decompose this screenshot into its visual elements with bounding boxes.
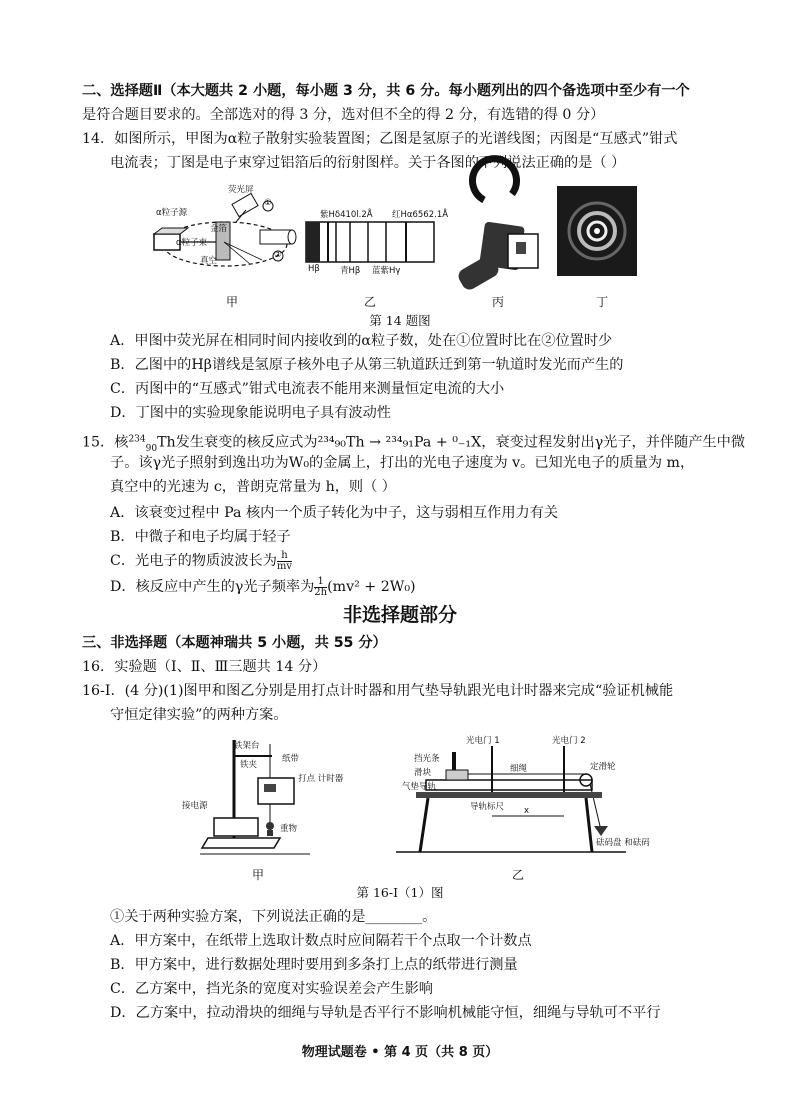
q16-1-line2: 守恒定律实验”的两种方案。 [110, 707, 288, 723]
q15-stem-c: ，衰变过程发射出γ光子，并伴随产生中微 [481, 434, 746, 451]
section2-heading-cont: 是符合题目要求的。全部选对的得 3 分，选对但不全的得 2 分，有选错的得 0 分） [82, 107, 605, 123]
q16-option-d: D．乙方案中，拉动滑块的细绳与导轨是否平行不影响机械能守恒，细绳与导轨可不平行 [110, 1005, 661, 1021]
fig14-jia-screen-label: 荧光屏 [228, 185, 254, 195]
frac-numerator: h [277, 551, 292, 562]
fig14-yi-red-label: 红Hα6562.1Å [392, 210, 449, 220]
fig14-bing-clamp-meter [454, 182, 544, 292]
fig16-yi-scale-label: 导轨标尺 [470, 802, 505, 812]
frac-numerator: 1 [314, 577, 327, 588]
fig16-jia-clamp-label: 铁夹 [240, 760, 258, 770]
q15-stem-a: 15．核 [82, 434, 129, 451]
fig14-jia-foil-label: 金箔 [210, 224, 228, 234]
q16-sub1: ①关于两种实验方案，下列说法正确的是________。 [110, 909, 437, 925]
q14-stem-line2: 电流表；丁图是电子束穿过铝箔后的衍射图样。关于各图的下列说法正确的是（ ） [110, 155, 626, 171]
fig16-label-yi: 乙 [512, 868, 525, 882]
q15-option-c-prefix: C．光电子的物质波波长为 [110, 553, 277, 569]
q15-option-c [110, 550, 760, 572]
q15-stem-b: Th发生衰变的核反应式为 [157, 434, 318, 451]
q15-reaction: ²³⁴₉₀Th → ²³⁴₉₁Pa + ⁰₋₁X [317, 434, 482, 451]
fig16-yi-pulley-label: 定滑轮 [590, 762, 616, 772]
fig16-label-jia: 甲 [252, 868, 265, 882]
q14-stem-line1: 14．如图所示，甲图为α粒子散射实验装置图；乙图是氢原子的光谱线图；丙图是“互感式”钳式 [82, 131, 678, 147]
q16-option-c: C．乙方案中，挡光条的宽度对实验误差会产生影响 [110, 981, 433, 997]
q16-heading: 16．实验题（Ⅰ、Ⅱ、Ⅲ三题共 14 分） [82, 659, 327, 675]
q16-option-b: B．甲方案中，进行数据处理时要用到多条打上点的纸带进行测量 [110, 957, 518, 973]
frac-denominator: 2h [314, 586, 328, 598]
fig16-jia-tape-label: 纸带 [282, 754, 300, 764]
q15-option-b: B．中微子和电子均属于轻子 [110, 529, 291, 545]
fig14-label-jia: 甲 [226, 295, 239, 309]
fig14-yi-purple-label: 紫Hδ410l.2Å [320, 210, 373, 220]
fig16-yi-hanger-label: 砝码盘 和砝码 [596, 838, 650, 848]
fig14-jia-beam-label: α粒子束 [176, 238, 208, 248]
fig14-label-ding: 丁 [596, 295, 609, 309]
q15-nuclide: $^{234}_{90}$ [128, 434, 158, 454]
fig16-yi-track-label: 气垫导轨 [402, 782, 437, 792]
part2-title: 非选择题部分 [342, 604, 457, 626]
frac-denominator: mv [276, 560, 293, 572]
section2-heading: 二、选择题Ⅱ（本大题共 2 小题，每小题 3 分，共 6 分。每小题列出的四个备选项中至少有一个 [82, 83, 690, 99]
q15-option-d-prefix: D．核反应中产生的γ光子频率为 [110, 579, 315, 595]
fig16-yi-x-label: x [524, 806, 530, 816]
q14-option-d: D．丁图中的实验现象能说明电子具有波动性 [110, 405, 391, 421]
fig16-jia-stand-label: 铁架台 [234, 741, 260, 751]
fig16-jia-weight-label: 重物 [280, 824, 298, 834]
fig16-yi-gate2-label: 光电门 2 [552, 736, 586, 746]
fig16-yi-rope-label: 细绳 [510, 764, 528, 774]
fig14-yi-hb-label: Hβ [308, 264, 320, 274]
q15-stem-line2: 子。该γ光子照射到逸出功为W₀的金属上，打出的光电子速度为 v。已知光电子的质量为 m， [110, 455, 695, 471]
fig14-jia-vacuum-label: 真空 [200, 256, 218, 266]
fig14-jia-source-label: α粒子源 [156, 208, 188, 218]
fig16-caption: 第 16-Ⅰ（1）图 [356, 885, 444, 900]
fig14-ding-diffraction [557, 186, 637, 276]
fig16-yi-gate1-label: 光电门 1 [466, 736, 500, 746]
fig16-jia-timer-label: 打点 计时器 [298, 774, 344, 784]
q16-1-line1: 16-Ⅰ．(4 分)(1)图甲和图乙分别是用打点计时器和用气垫导轨跟光电计时器来完成“验证机械能 [82, 683, 674, 699]
fig16-yi-slider-label: 滑块 [414, 768, 432, 778]
fig14-caption: 第 14 题图 [369, 313, 431, 328]
q14-option-a: A．甲图中荧光屏在相同时间内接收到的α粒子数，处在①位置时比在②位置时少 [110, 333, 613, 349]
fig14-jia-pos2: ② [274, 250, 282, 260]
fig16-jia-ticker-timer [200, 734, 320, 864]
q15-option-c-fraction [277, 551, 292, 572]
fig14-label-yi: 乙 [364, 295, 377, 309]
q15-option-d-suffix: (mv² + 2W₀) [327, 579, 416, 595]
q15-option-a: A．该衰变过程中 Pa 核内一个质子转化为中子，这与弱相互作用力有关 [110, 505, 559, 521]
fig14-jia-pos1: ① [264, 198, 272, 208]
fig16-jia-power-label: 接电源 [182, 801, 208, 811]
fig14-label-bing: 丙 [492, 295, 505, 309]
section3-heading: 三、非选择题（本题神瑞共 5 小题，共 55 分） [82, 635, 387, 651]
q15-option-d-fraction [314, 577, 327, 598]
q15-option-d [110, 576, 760, 598]
q15-stem-line3: 真空中的光速为 c，普朗克常量为 h，则（ ） [110, 479, 396, 495]
fig14-yi-spectrum [306, 222, 434, 262]
page-footer: 物理试题卷 • 第 4 页（共 8 页） [301, 1045, 499, 1060]
fig14-yi-blueviolet-label: 蓝紫Hγ [372, 266, 401, 276]
fig16-yi-strip-label: 挡光条 [414, 754, 440, 764]
q16-option-a: A．甲方案中，在纸带上选取计数点时应间隔若干个点取一个计数点 [110, 933, 532, 949]
q14-option-b: B．乙图中的Hβ谱线是氢原子核外电子从第三轨道跃迁到第一轨道时发光而产生的 [110, 357, 624, 373]
q14-option-c: C．丙图中的“互感式”钳式电流表不能用来测量恒定电流的大小 [110, 381, 505, 397]
fig14-yi-cyan-label: 青Hβ [340, 266, 361, 276]
